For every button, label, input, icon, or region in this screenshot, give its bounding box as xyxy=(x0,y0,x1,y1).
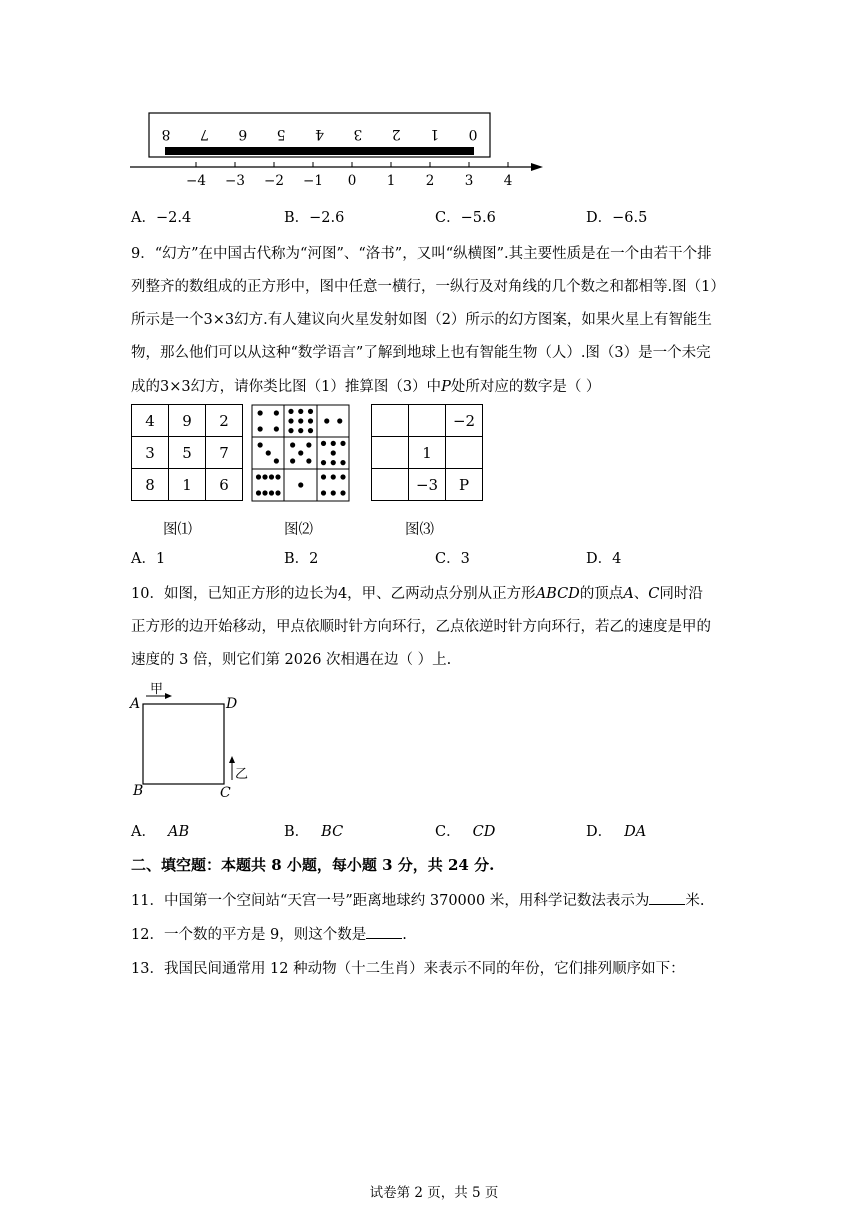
q10-line-3: 速度的 3 倍，则它们第 2026 次相遇在边（ ）上. xyxy=(131,652,452,668)
fig3-cell: P xyxy=(446,469,483,501)
q12-answer-blank[interactable] xyxy=(366,926,402,939)
ruler-label: 6 xyxy=(238,126,248,142)
axis-label: 1 xyxy=(386,173,396,189)
dot xyxy=(266,450,271,455)
dot xyxy=(275,474,280,479)
q11-answer-blank[interactable] xyxy=(649,892,685,905)
dot xyxy=(298,428,303,433)
fig3-cell: −3 xyxy=(409,469,446,501)
q9-option-c[interactable]: C．3 xyxy=(435,551,470,567)
dot xyxy=(340,441,345,446)
fig2-caption: 图⑵ xyxy=(284,522,313,538)
dot xyxy=(269,490,274,495)
fig3-cell xyxy=(446,437,483,469)
q13: 13．我国民间通常用 12 种动物（十二生肖）来表示不同的年份，它们排列顺序如下： xyxy=(131,961,685,977)
fig1-cell: 9 xyxy=(169,405,206,437)
axis-label: 4 xyxy=(503,173,513,189)
dot xyxy=(290,442,295,447)
dot xyxy=(262,490,267,495)
dot xyxy=(331,450,336,455)
fig3-cell xyxy=(372,437,409,469)
q10-line-1: 10．如图，已知正方形的边长为4，甲、乙两动点分别从正方形ABCD的顶点A、C同时沿 xyxy=(131,586,703,602)
axis-label: −2 xyxy=(264,173,284,189)
fig1-cell: 3 xyxy=(132,437,169,469)
magic-square-fig2 xyxy=(251,404,351,502)
dot xyxy=(275,490,280,495)
ruler-label: 4 xyxy=(315,126,324,142)
axis-label: 0 xyxy=(347,173,357,189)
q9-option-b[interactable]: B．2 xyxy=(284,551,319,567)
axis-label: −1 xyxy=(303,173,323,189)
q9-option-a[interactable]: A．1 xyxy=(131,551,166,567)
dot xyxy=(324,418,329,423)
fig1-cell: 4 xyxy=(132,405,169,437)
axis-arrow-icon xyxy=(531,163,543,171)
dot xyxy=(258,442,263,447)
q9-line-2: 列整齐的数组成的正方形中，图中任意一横行，一纵行及对角线的几个数之和都相等.图（1） xyxy=(131,279,725,295)
dot xyxy=(274,458,279,463)
fig1-caption: 图⑴ xyxy=(163,522,192,538)
magic-square-fig3 xyxy=(371,404,483,501)
fig3-cell xyxy=(372,469,409,501)
label-jia: 甲 xyxy=(150,682,164,697)
magic-square-fig1 xyxy=(131,404,243,501)
dot xyxy=(306,442,311,447)
fig3-cell: −2 xyxy=(446,405,483,437)
dot xyxy=(290,458,295,463)
fig1-cell: 1 xyxy=(169,469,206,501)
arrow-right-icon xyxy=(165,693,172,699)
dot xyxy=(288,428,293,433)
dot xyxy=(331,490,336,495)
dot xyxy=(308,428,313,433)
dot xyxy=(340,474,345,479)
fig3-cell xyxy=(372,405,409,437)
dot xyxy=(321,474,326,479)
dot xyxy=(298,418,303,423)
q9-line-5: 成的3×3幻方，请你类比图（1）推算图（3）中P处所对应的数字是（ ） xyxy=(131,379,601,395)
dot xyxy=(274,426,279,431)
axis-label: 2 xyxy=(425,173,435,189)
square xyxy=(143,704,224,784)
q10-line-2: 正方形的边开始移动，甲点依顺时针方向环行，乙点依逆时针方向环行，若乙的速度是甲的 xyxy=(131,619,711,635)
q10-option-b[interactable]: B． BC xyxy=(284,824,344,840)
ruler-number-line-figure xyxy=(125,105,555,190)
ruler-label: 0 xyxy=(468,126,478,142)
axis-label: −4 xyxy=(186,173,206,189)
dot xyxy=(262,474,267,479)
fig1-cell: 8 xyxy=(132,469,169,501)
dot xyxy=(308,409,313,414)
q8-option-c[interactable]: C．−5.6 xyxy=(435,210,496,226)
ruler-label: 5 xyxy=(276,126,286,142)
dot xyxy=(321,460,326,465)
q8-option-b[interactable]: B．−2.6 xyxy=(284,210,345,226)
axis-label: −3 xyxy=(225,173,245,189)
dot xyxy=(258,426,263,431)
arrow-up-icon xyxy=(229,756,235,763)
fig3-cell xyxy=(409,405,446,437)
ruler-label: 2 xyxy=(391,126,401,142)
dot xyxy=(256,474,261,479)
dot xyxy=(298,450,303,455)
q8-option-a[interactable]: A．−2.4 xyxy=(131,210,192,226)
fig3-caption: 图⑶ xyxy=(405,522,434,538)
dot xyxy=(340,460,345,465)
q10-option-a[interactable]: A． AB xyxy=(131,824,190,840)
page-footer: 试卷第 2 页，共 5 页 xyxy=(369,1185,499,1201)
dot xyxy=(288,418,293,423)
square-abcd-figure xyxy=(128,680,258,802)
label-b: B xyxy=(133,783,144,799)
dot xyxy=(274,410,279,415)
dot xyxy=(288,409,293,414)
dot xyxy=(306,458,311,463)
dot xyxy=(321,490,326,495)
dot xyxy=(256,490,261,495)
section-heading: 二、填空题：本题共 8 小题，每小题 3 分，共 24 分. xyxy=(131,856,495,874)
q12: 12．一个数的平方是 9，则这个数是 . xyxy=(131,927,407,943)
dot xyxy=(321,441,326,446)
q9-option-d[interactable]: D．4 xyxy=(586,551,622,567)
dot xyxy=(331,474,336,479)
label-a: A xyxy=(130,696,141,712)
q9-line-4: 物，那么他们可以从这种“数学语言”了解到地球上也有智能生物（人）.图（3）是一个未完 xyxy=(131,345,711,361)
ruler-label: 1 xyxy=(430,126,440,142)
q10-option-c[interactable]: C． CD xyxy=(435,824,496,840)
ruler-label: 8 xyxy=(161,126,171,142)
label-yi: 乙 xyxy=(235,767,249,782)
q9-line-3: 所示是一个3×3幻方.有人建议向火星发射如图（2）所示的幻方图案，如果火星上有智能生 xyxy=(131,312,712,328)
fig1-cell: 6 xyxy=(206,469,243,501)
dot xyxy=(308,418,313,423)
ruler-label: 7 xyxy=(199,126,209,142)
q8-option-d[interactable]: D．−6.5 xyxy=(586,210,648,226)
q9-line-1: 9．“幻方”在中国古代称为“河图”、“洛书”，又叫“纵横图”.其主要性质是在一个由若干个排 xyxy=(131,246,712,262)
fig3-cell: 1 xyxy=(409,437,446,469)
fig1-cell: 5 xyxy=(169,437,206,469)
ruler-label: 3 xyxy=(353,126,363,142)
fig1-cell: 7 xyxy=(206,437,243,469)
dot xyxy=(340,490,345,495)
axis-label: 3 xyxy=(464,173,474,189)
dot xyxy=(269,474,274,479)
ruler-bar xyxy=(165,147,474,155)
dot xyxy=(298,409,303,414)
label-c: C xyxy=(220,785,231,801)
q10-option-d[interactable]: D． DA xyxy=(586,824,647,840)
dot xyxy=(331,460,336,465)
dot xyxy=(298,482,303,487)
dot xyxy=(331,441,336,446)
label-d: D xyxy=(226,696,238,712)
dot xyxy=(258,410,263,415)
dot xyxy=(337,418,342,423)
q11: 11．中国第一个空间站“天宫一号”距离地球约 370000 米，用科学记数法表示为 米. xyxy=(131,893,705,909)
fig1-cell: 2 xyxy=(206,405,243,437)
